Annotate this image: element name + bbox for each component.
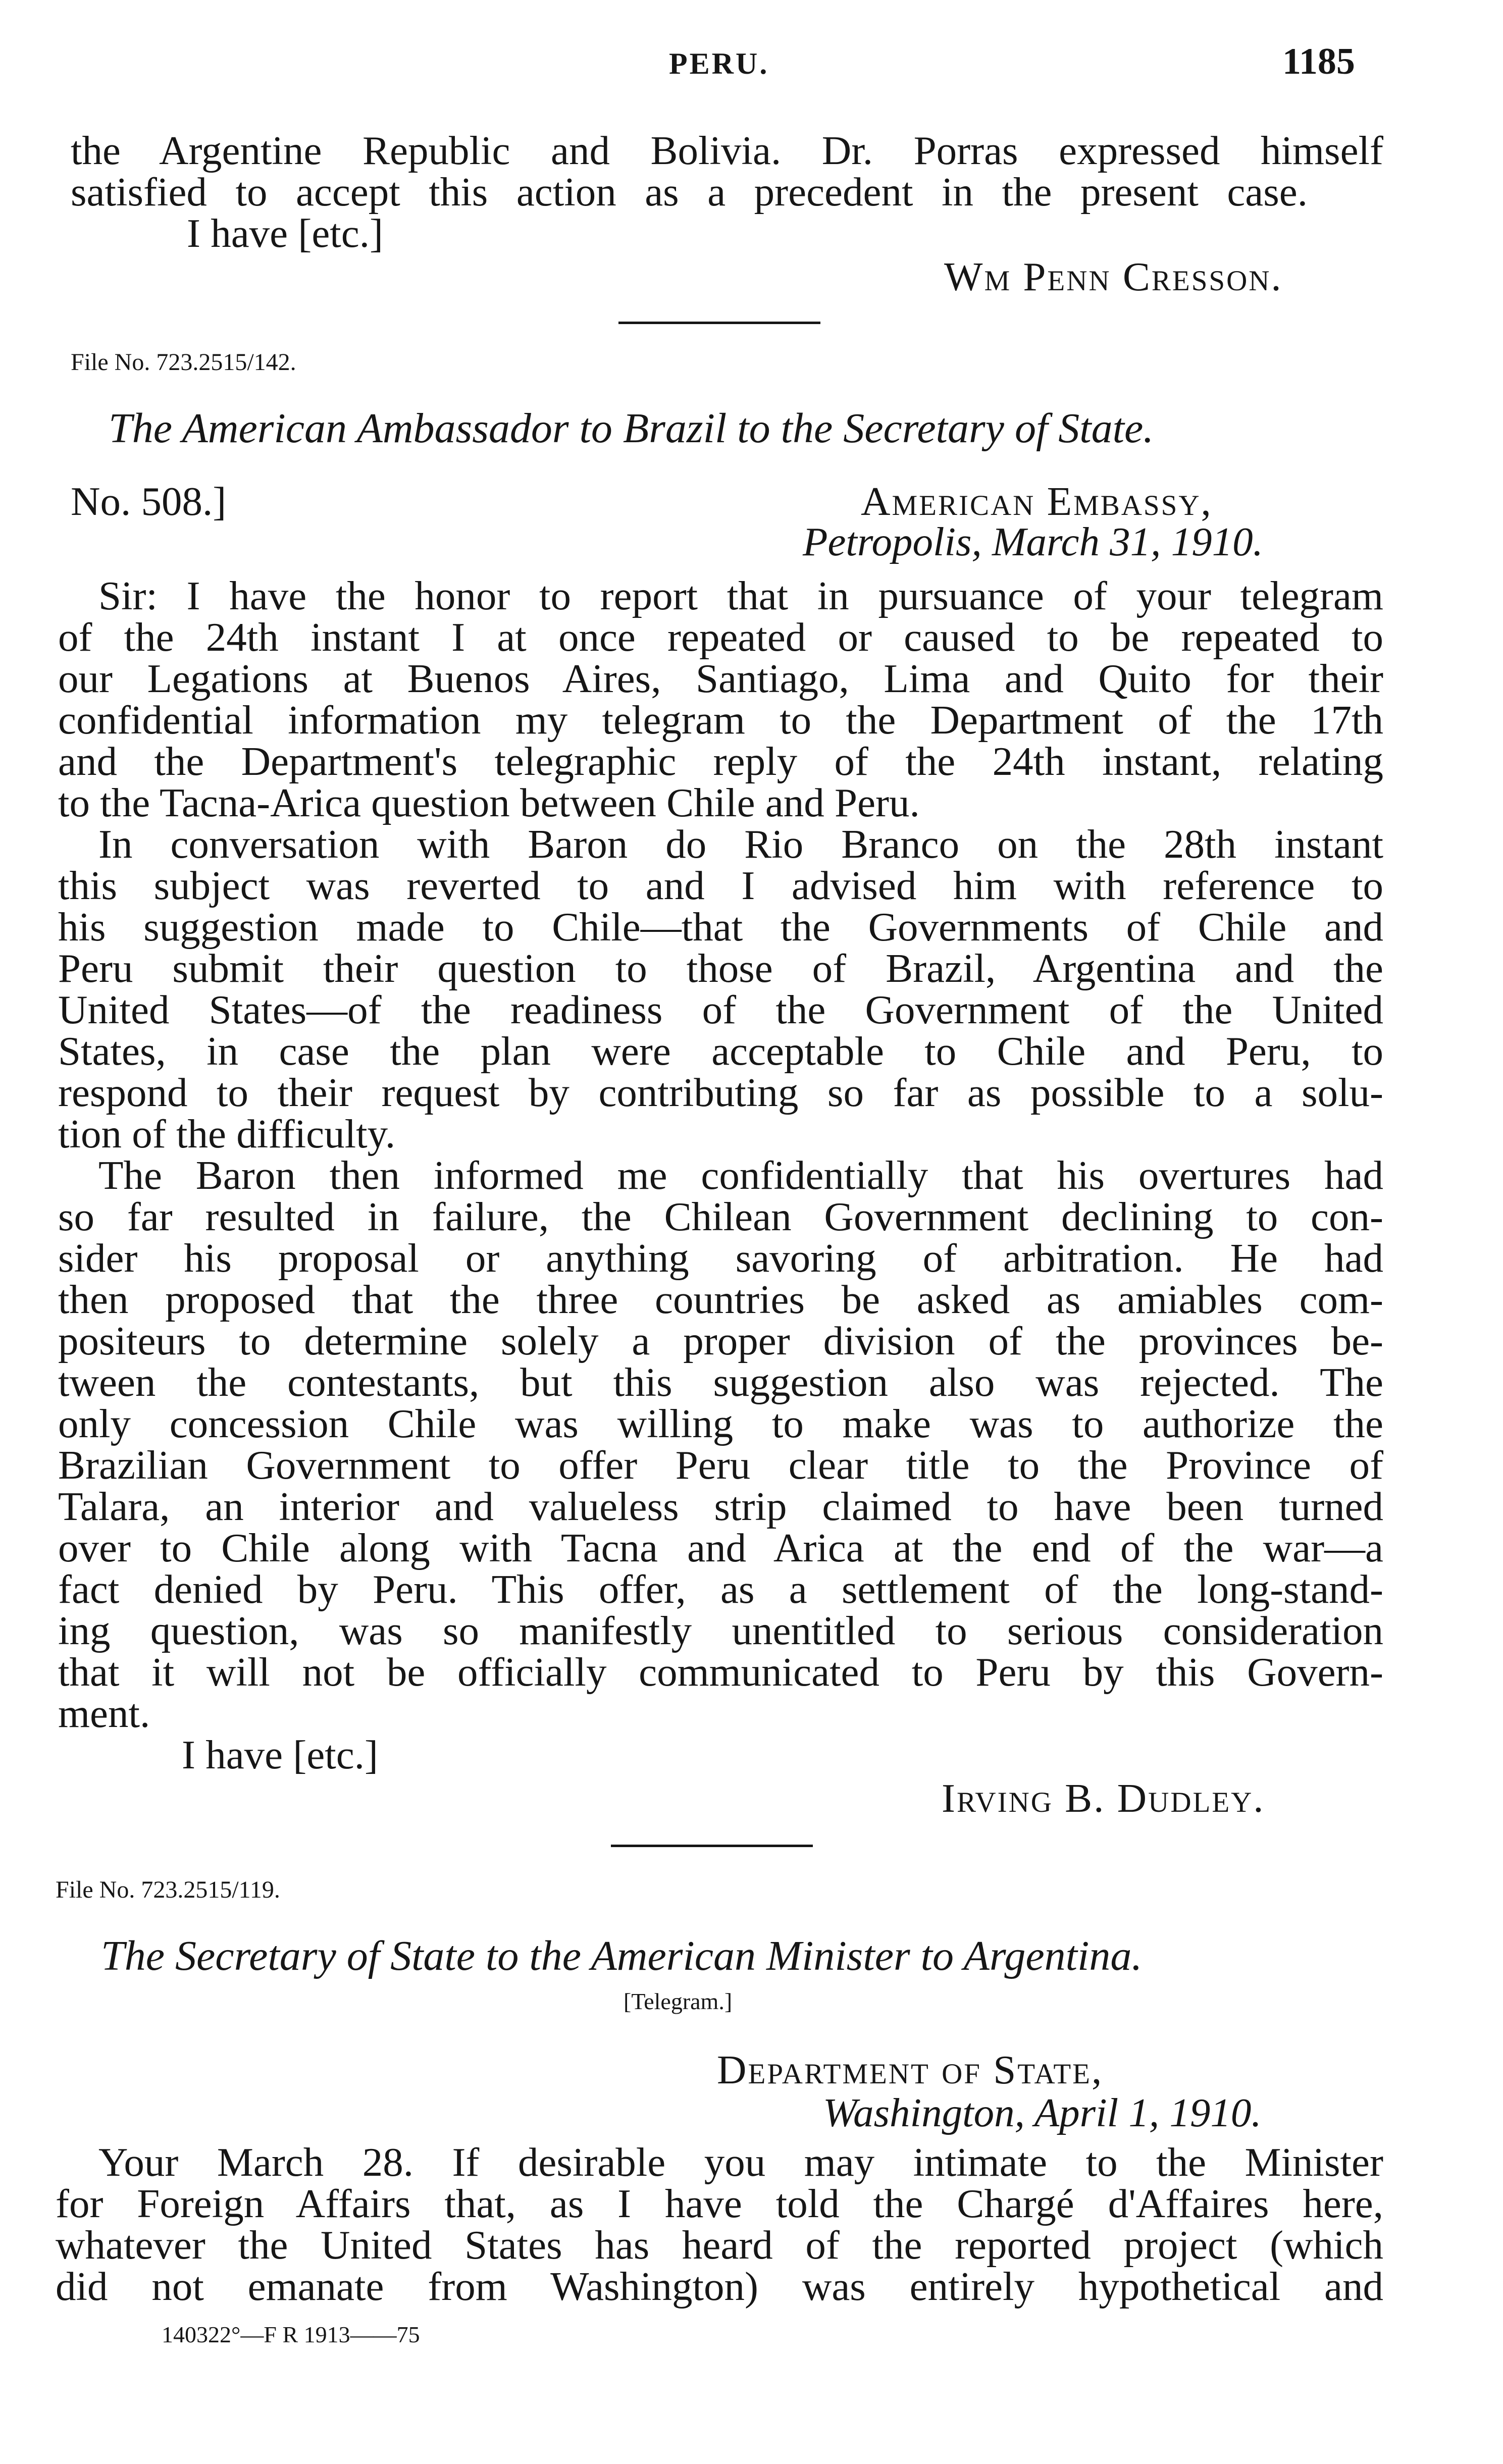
body-line: Peru submit their question to those of Brazil, Argentina and the — [58, 946, 1383, 991]
body-line: satisfied to accept this action as a precedent in the present case. — [71, 169, 1308, 215]
body-line: the Argentine Republic and Bolivia. Dr. Porras expressed himself — [71, 128, 1383, 173]
body-line: and the Department's telegraphic reply of the 24th instant, relating — [58, 739, 1383, 784]
signature: Wm Penn Cresson. — [944, 254, 1283, 299]
body-line: for Foreign Affairs that, as I have told the Chargé d'Affaires here, — [56, 2181, 1383, 2226]
body-line: whatever the United States has heard of the reported project (which — [56, 2222, 1383, 2268]
body-line: did not emanate from Washington) was entirely hypothetical and — [56, 2264, 1383, 2309]
dispatch-number: No. 508.] — [71, 479, 227, 524]
body-line: positeurs to determine solely a proper division of the provinces be- — [58, 1318, 1383, 1364]
body-line: respond to their request by contributing so far as possible to a solu- — [58, 1070, 1383, 1115]
body-line: tion of the difficulty. — [58, 1111, 396, 1157]
dateline: Petropolis, March 31, 1910. — [803, 519, 1263, 564]
place-line: American Embassy, — [861, 479, 1213, 524]
body-line: fact denied by Peru. This offer, as a settlement of the long-stand- — [58, 1566, 1383, 1612]
body-line: our Legations at Buenos Aires, Santiago, Lima and Quito for their — [58, 656, 1383, 701]
body-line: sider his proposal or anything savoring of arbitration. He had — [58, 1235, 1383, 1281]
body-line: that it will not be officially communicated to Peru by this Govern- — [58, 1649, 1383, 1695]
body-line: United States—of the readiness of the Government of the United — [58, 987, 1383, 1032]
closing: I have [etc.] — [187, 211, 383, 256]
body-line: only concession Chile was willing to make was to authorize the — [58, 1401, 1383, 1446]
body-line: tween the contestants, but this suggestion also was rejected. The — [58, 1359, 1383, 1405]
running-head: PERU. — [669, 47, 769, 80]
body-line: of the 24th instant I at once repeated or caused to be repeated to — [58, 614, 1383, 660]
place-line: Department of State, — [717, 2047, 1104, 2092]
body-line: Talara, an interior and valueless strip claimed to have been turned — [58, 1484, 1383, 1529]
body-line: The Baron then informed me confidentially that his overtures had — [98, 1152, 1383, 1198]
document-heading: The Secretary of State to the American Minister to Argentina. — [101, 1932, 1143, 1979]
telegram-label: [Telegram.] — [624, 1988, 733, 2014]
body-line: so far resulted in failure, the Chilean Government declining to con- — [58, 1194, 1383, 1239]
document-heading: The American Ambassador to Brazil to the Secretary of State. — [109, 405, 1154, 452]
body-line: Sir: I have the honor to report that in pursuance of your telegram — [98, 573, 1383, 618]
body-line: over to Chile along with Tacna and Arica at the end of the war—a — [58, 1525, 1383, 1570]
body-line: ing question, was so manifestly unentitled to serious consideration — [58, 1608, 1383, 1653]
body-line: Brazilian Government to offer Peru clear title to the Province of — [58, 1442, 1383, 1488]
body-line: this subject was reverted to and I advised him with reference to — [58, 863, 1383, 908]
body-line: his suggestion made to Chile—that the Governments of Chile and — [58, 904, 1383, 950]
body-line: confidential information my telegram to the Department of the 17th — [58, 697, 1383, 743]
printer-imprint: 140322°—F R 1913——75 — [162, 2322, 420, 2347]
section-rule — [611, 1845, 813, 1847]
body-line: to the Tacna-Arica question between Chile and Peru. — [58, 780, 920, 825]
body-line: then proposed that the three countries be asked as amiables com- — [58, 1277, 1383, 1322]
body-line: Your March 28. If desirable you may intimate to the Minister — [98, 2139, 1383, 2185]
signature: Irving B. Dudley. — [942, 1775, 1265, 1821]
file-number: File No. 723.2515/119. — [56, 1876, 280, 1903]
section-rule — [618, 322, 820, 324]
body-line: In conversation with Baron do Rio Branco on the 28th instant — [98, 821, 1383, 867]
body-line: States, in case the plan were acceptable to Chile and Peru, to — [58, 1028, 1383, 1074]
closing: I have [etc.] — [182, 1732, 378, 1777]
file-number: File No. 723.2515/142. — [71, 349, 296, 376]
page-number: 1185 — [1282, 41, 1355, 82]
body-line: ment. — [58, 1691, 150, 1736]
dateline: Washington, April 1, 1910. — [823, 2090, 1262, 2135]
